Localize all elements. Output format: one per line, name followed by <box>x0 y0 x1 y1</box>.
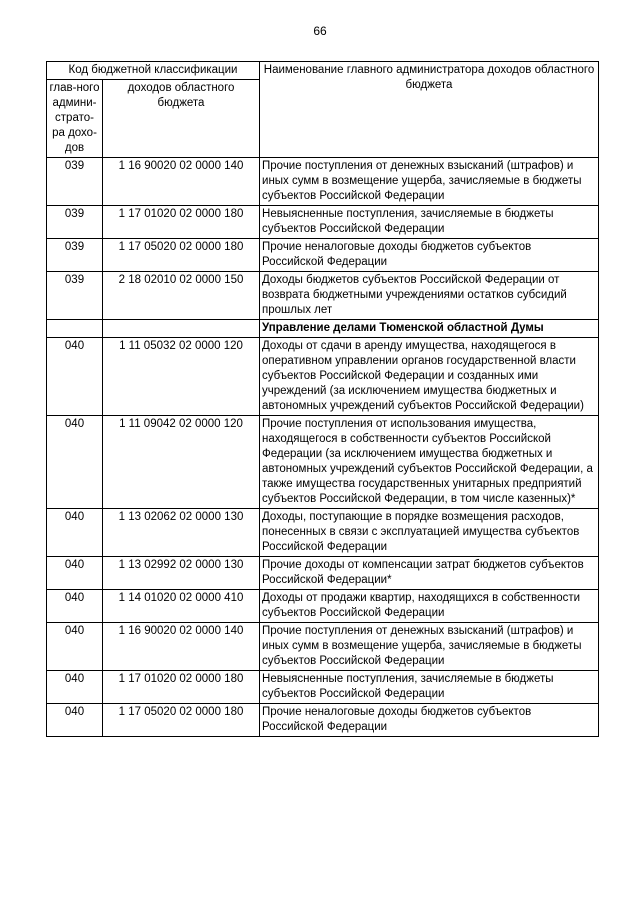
income-code-cell: 1 17 05020 02 0000 180 <box>103 704 260 737</box>
table-row <box>47 416 599 509</box>
admin-code-cell: 040 <box>47 671 103 704</box>
section-header-row <box>47 320 599 338</box>
table-row <box>47 239 599 272</box>
income-code-cell: 1 11 05032 02 0000 120 <box>103 338 260 416</box>
section-title: Управление делами Тюменской областной Думы <box>260 320 599 338</box>
table-body <box>47 158 599 737</box>
table-header <box>47 62 599 158</box>
income-code-cell: 1 13 02992 02 0000 130 <box>103 557 260 590</box>
revenue-name-cell: Прочие неналоговые доходы бюджетов субъектов Российской Федерации <box>260 239 599 272</box>
revenue-name-cell: Прочие неналоговые доходы бюджетов субъектов Российской Федерации <box>260 704 599 737</box>
admin-code-cell: 040 <box>47 590 103 623</box>
income-code-cell: 1 17 01020 02 0000 180 <box>103 671 260 704</box>
table-row <box>47 590 599 623</box>
income-code-cell: 1 16 90020 02 0000 140 <box>103 158 260 206</box>
admin-code-cell: 040 <box>47 704 103 737</box>
admin-code-cell: 040 <box>47 416 103 509</box>
header-administrator-name: Наименование главного администратора доходов областного бюджета <box>260 62 599 158</box>
table-row <box>47 272 599 320</box>
admin-code-cell: 040 <box>47 338 103 416</box>
header-admin-code: глав-ного админи-страто-ра дохо-дов <box>47 80 103 158</box>
revenue-name-cell: Доходы, поступающие в порядке возмещения расходов, понесенных в связи с эксплуатацией имущества субъектов Российской Федерации <box>260 509 599 557</box>
income-code-cell <box>103 320 260 338</box>
table-row <box>47 557 599 590</box>
table-row <box>47 704 599 737</box>
revenue-name-cell: Прочие поступления от использования имущества, находящегося в собственности субъектов Российской Федерации (за исключением имущества бюджетных и автономных учреждений субъектов Российской Федерации, а также имущества государственных унитарных предприятий субъектов Российской Федерации, в том числе казенных)* <box>260 416 599 509</box>
table-row <box>47 623 599 671</box>
revenue-name-cell: Прочие поступления от денежных взысканий (штрафов) и иных сумм в возмещение ущерба, зачисляемые в бюджеты субъектов Российской Федерации <box>260 623 599 671</box>
table-row <box>47 206 599 239</box>
admin-code-cell: 040 <box>47 623 103 671</box>
revenue-name-cell: Доходы бюджетов субъектов Российской Федерации от возврата бюджетными учреждениями остатков субсидий прошлых лет <box>260 272 599 320</box>
income-code-cell: 1 14 01020 02 0000 410 <box>103 590 260 623</box>
header-classification: Код бюджетной классификации <box>47 62 260 80</box>
income-code-cell: 1 13 02062 02 0000 130 <box>103 509 260 557</box>
admin-code-cell: 040 <box>47 509 103 557</box>
admin-code-cell: 040 <box>47 557 103 590</box>
header-income-code: доходов областного бюджета <box>103 80 260 158</box>
table-row <box>47 671 599 704</box>
page-number: 66 <box>313 24 327 38</box>
income-code-cell: 1 17 01020 02 0000 180 <box>103 206 260 239</box>
revenue-name-cell: Доходы от сдачи в аренду имущества, находящегося в оперативном управлении органов государственной власти субъектов Российской Федерации и созданных ими учреждений (за исключением имущества бюджетных и автономных учреждений субъектов Российской Федерации) <box>260 338 599 416</box>
revenue-name-cell: Доходы от продажи квартир, находящихся в собственности субъектов Российской Федерации <box>260 590 599 623</box>
header-row-top <box>47 62 599 80</box>
revenue-name-cell: Невыясненные поступления, зачисляемые в бюджеты субъектов Российской Федерации <box>260 671 599 704</box>
admin-code-cell: 039 <box>47 158 103 206</box>
admin-code-cell: 039 <box>47 272 103 320</box>
income-code-cell: 1 11 09042 02 0000 120 <box>103 416 260 509</box>
income-code-cell: 1 17 05020 02 0000 180 <box>103 239 260 272</box>
admin-code-cell <box>47 320 103 338</box>
table-row <box>47 338 599 416</box>
admin-code-cell: 039 <box>47 239 103 272</box>
table-row <box>47 509 599 557</box>
income-code-cell: 2 18 02010 02 0000 150 <box>103 272 260 320</box>
table-row <box>47 158 599 206</box>
revenue-name-cell: Прочие доходы от компенсации затрат бюджетов субъектов Российской Федерации* <box>260 557 599 590</box>
revenue-name-cell: Невыясненные поступления, зачисляемые в бюджеты субъектов Российской Федерации <box>260 206 599 239</box>
admin-code-cell: 039 <box>47 206 103 239</box>
income-code-cell: 1 16 90020 02 0000 140 <box>103 623 260 671</box>
revenue-name-cell: Прочие поступления от денежных взысканий (штрафов) и иных сумм в возмещение ущерба, зачисляемые в бюджеты субъектов Российской Федерации <box>260 158 599 206</box>
budget-classification-table <box>46 61 599 737</box>
